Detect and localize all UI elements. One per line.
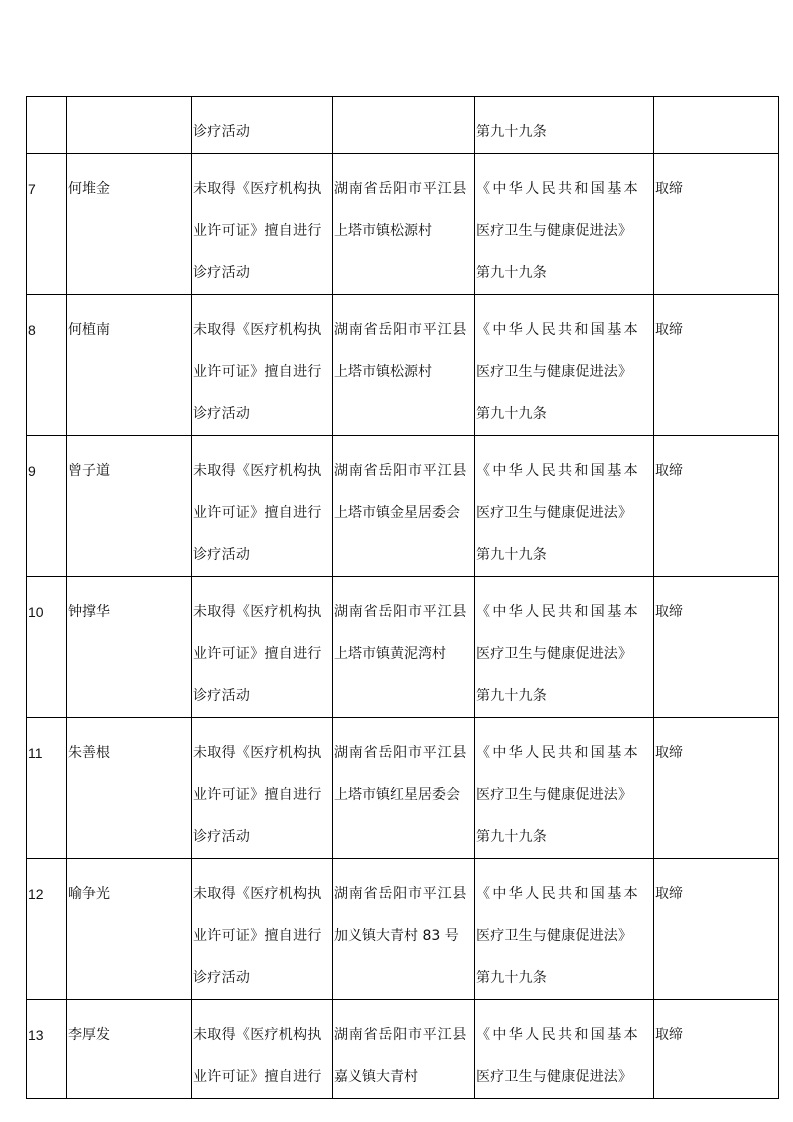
reason-line: 诊疗活动 <box>193 265 251 281</box>
reason-line: 诊疗活动 <box>193 829 251 845</box>
address-line: 上塔市镇松源村 <box>334 364 432 380</box>
table-row <box>27 97 779 154</box>
cell-law <box>475 859 654 1000</box>
cell-address <box>333 1000 475 1099</box>
address-line: 湖南省岳阳市平江县 <box>334 322 468 338</box>
cell-result: 取缔 <box>654 154 779 295</box>
cell-name: 喻争光 <box>67 859 192 1000</box>
cell-name: 钟撑华 <box>67 577 192 718</box>
law-line: 第九十九条 <box>476 406 547 422</box>
cell-name: 何植南 <box>67 295 192 436</box>
address-line: 上塔市镇松源村 <box>334 223 432 239</box>
law-line: 医疗卫生与健康促进法》 <box>476 223 633 239</box>
address-line: 湖南省岳阳市平江县 <box>334 604 468 620</box>
address-line: 嘉义镇大青村 <box>334 1069 418 1085</box>
cell-number: 11 <box>27 718 67 859</box>
address-line: 湖南省岳阳市平江县 <box>334 745 468 761</box>
law-line: 第九十九条 <box>476 124 547 140</box>
reason-line: 未取得《医疗机构执 <box>193 886 322 902</box>
cell-address <box>333 436 475 577</box>
law-line: 第九十九条 <box>476 829 547 845</box>
cell-reason <box>192 154 333 295</box>
reason-line: 业许可证》擅自进行 <box>193 505 322 521</box>
reason-line: 诊疗活动 <box>193 124 251 140</box>
table-row <box>27 577 779 718</box>
reason-line: 业许可证》擅自进行 <box>193 364 322 380</box>
reason-line: 业许可证》擅自进行 <box>193 928 322 944</box>
cell-law <box>475 577 654 718</box>
law-line: 《中华人民共和国基本 <box>476 463 640 479</box>
address-line: 湖南省岳阳市平江县 <box>334 886 468 902</box>
address-line: 上塔市镇红星居委会 <box>334 787 460 803</box>
cell-result <box>654 97 779 154</box>
cell-number: 9 <box>27 436 67 577</box>
cell-result: 取缔 <box>654 1000 779 1099</box>
address-line: 湖南省岳阳市平江县 <box>334 463 468 479</box>
table-row <box>27 1000 779 1099</box>
reason-line: 诊疗活动 <box>193 688 251 704</box>
penalty-table <box>26 96 779 1099</box>
law-line: 《中华人民共和国基本 <box>476 181 640 197</box>
reason-line: 业许可证》擅自进行 <box>193 223 322 239</box>
law-line: 《中华人民共和国基本 <box>476 1027 640 1043</box>
reason-line: 未取得《医疗机构执 <box>193 745 322 761</box>
law-line: 《中华人民共和国基本 <box>476 604 640 620</box>
cell-address <box>333 859 475 1000</box>
reason-line: 未取得《医疗机构执 <box>193 322 322 338</box>
cell-reason <box>192 859 333 1000</box>
law-line: 医疗卫生与健康促进法》 <box>476 1069 633 1085</box>
cell-law <box>475 97 654 154</box>
reason-line: 业许可证》擅自进行 <box>193 1069 322 1085</box>
cell-name: 曾子道 <box>67 436 192 577</box>
cell-result: 取缔 <box>654 295 779 436</box>
reason-line: 诊疗活动 <box>193 547 251 563</box>
cell-reason <box>192 97 333 154</box>
cell-reason <box>192 295 333 436</box>
cell-result: 取缔 <box>654 577 779 718</box>
reason-line: 未取得《医疗机构执 <box>193 604 322 620</box>
law-line: 医疗卫生与健康促进法》 <box>476 505 633 521</box>
address-line: 湖南省岳阳市平江县 <box>334 181 468 197</box>
cell-result: 取缔 <box>654 859 779 1000</box>
table-row <box>27 436 779 577</box>
address-line: 加义镇大青村 83 号 <box>334 928 459 944</box>
law-line: 第九十九条 <box>476 688 547 704</box>
cell-name <box>67 97 192 154</box>
law-line: 医疗卫生与健康促进法》 <box>476 646 633 662</box>
cell-number: 8 <box>27 295 67 436</box>
table-row <box>27 859 779 1000</box>
cell-address <box>333 295 475 436</box>
cell-law <box>475 436 654 577</box>
law-line: 《中华人民共和国基本 <box>476 322 640 338</box>
reason-line: 诊疗活动 <box>193 970 251 986</box>
cell-address <box>333 577 475 718</box>
cell-law <box>475 1000 654 1099</box>
address-line: 上塔市镇黄泥湾村 <box>334 646 446 662</box>
law-line: 第九十九条 <box>476 547 547 563</box>
cell-number: 7 <box>27 154 67 295</box>
address-line: 湖南省岳阳市平江县 <box>334 1027 468 1043</box>
law-line: 《中华人民共和国基本 <box>476 745 640 761</box>
law-line: 第九十九条 <box>476 970 547 986</box>
law-line: 医疗卫生与健康促进法》 <box>476 787 633 803</box>
cell-name: 李厚发 <box>67 1000 192 1099</box>
cell-number: 10 <box>27 577 67 718</box>
table-row <box>27 295 779 436</box>
cell-law <box>475 718 654 859</box>
cell-address <box>333 154 475 295</box>
table-row <box>27 154 779 295</box>
law-line: 医疗卫生与健康促进法》 <box>476 364 633 380</box>
cell-number <box>27 97 67 154</box>
reason-line: 未取得《医疗机构执 <box>193 181 322 197</box>
cell-address <box>333 97 475 154</box>
address-line: 上塔市镇金星居委会 <box>334 505 460 521</box>
cell-number: 12 <box>27 859 67 1000</box>
reason-line: 业许可证》擅自进行 <box>193 787 322 803</box>
cell-law <box>475 154 654 295</box>
cell-reason <box>192 1000 333 1099</box>
reason-line: 业许可证》擅自进行 <box>193 646 322 662</box>
cell-name: 何堆金 <box>67 154 192 295</box>
cell-reason <box>192 436 333 577</box>
cell-reason <box>192 718 333 859</box>
cell-result: 取缔 <box>654 436 779 577</box>
law-line: 《中华人民共和国基本 <box>476 886 640 902</box>
table-row <box>27 718 779 859</box>
reason-line: 未取得《医疗机构执 <box>193 1027 322 1043</box>
law-line: 第九十九条 <box>476 265 547 281</box>
cell-law <box>475 295 654 436</box>
cell-name: 朱善根 <box>67 718 192 859</box>
cell-result: 取缔 <box>654 718 779 859</box>
cell-number: 13 <box>27 1000 67 1099</box>
reason-line: 未取得《医疗机构执 <box>193 463 322 479</box>
cell-address <box>333 718 475 859</box>
law-line: 医疗卫生与健康促进法》 <box>476 928 633 944</box>
reason-line: 诊疗活动 <box>193 406 251 422</box>
cell-reason <box>192 577 333 718</box>
